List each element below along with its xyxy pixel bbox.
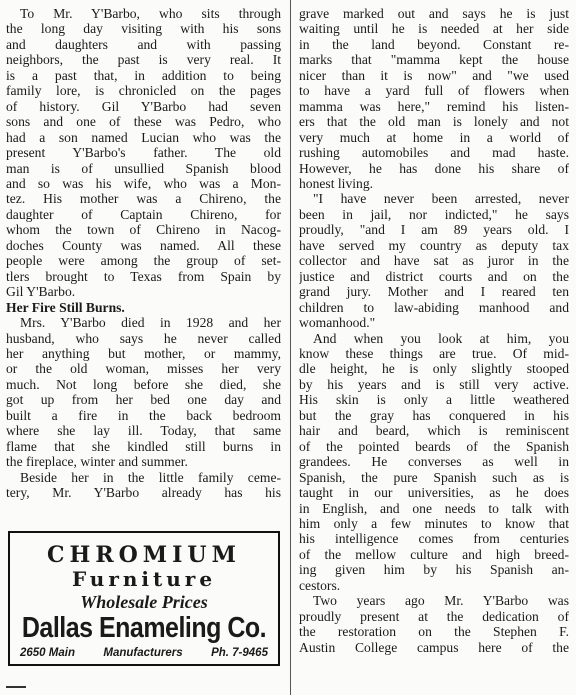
subheading: Her Fire Still Burns.	[6, 299, 125, 315]
text-line: is a past that, in addition to being	[6, 67, 281, 83]
text-line: sons and one of these was Pedro, who	[6, 114, 281, 130]
text-line: by his years and is still very active.	[299, 376, 569, 392]
text-line: in the land beyond. Constant re-	[299, 36, 569, 52]
text-line: Mrs. Y'Barbo died in 1928 and her	[20, 315, 281, 331]
text-line: proudly present at the dedication of	[299, 608, 569, 624]
text-line: built a fire in the back bedroom	[6, 407, 281, 423]
text-line: grand jury. Mother and I reared ten	[299, 284, 569, 300]
text-line: marks that "mamma kept the house	[299, 52, 569, 68]
right-column	[299, 6, 569, 655]
ad-contact	[10, 645, 278, 661]
ad-furniture: Furniture	[71, 567, 217, 591]
text-line: present Y'Barbo's father. The old	[6, 145, 281, 161]
text-line: nicer than it is now" and "we used	[299, 67, 569, 83]
ad-chromium: CHROMIUM	[47, 542, 241, 568]
text-line: or the old woman, misses her very	[6, 361, 281, 377]
right-paragraph-4	[299, 593, 569, 655]
text-line: got up from her bed one day and	[6, 392, 281, 408]
text-line: His skin is only a little weathered	[299, 392, 569, 408]
ad-phone: Ph. 7-9465	[211, 647, 268, 659]
text-line: ers that the old man is lonely and not	[299, 114, 569, 130]
left-paragraph-1	[6, 6, 281, 300]
text-line: grandees. He converses as well in	[299, 454, 569, 470]
advertisement	[8, 531, 280, 666]
text-line: honest living.	[299, 175, 374, 191]
text-line: And when you look at him, you	[313, 330, 569, 346]
text-line: whom the town of Chireno in Nacog-	[6, 222, 281, 238]
text-line: had a son named Lucian who was the	[6, 129, 281, 145]
text-line: to have a yard full of flowers when	[299, 83, 569, 99]
ad-address: 2650 Main	[20, 647, 75, 659]
ad-company: Dallas Enameling Co.	[21, 611, 267, 645]
text-line: waiting until he is needed at her side	[299, 21, 569, 37]
right-paragraph-3	[299, 331, 569, 594]
text-line: her anything but mother, or mammy,	[6, 345, 281, 361]
left-paragraph-3	[6, 470, 281, 501]
text-line: his intelligence comes from centuries	[299, 531, 569, 547]
text-line: "I have never been arrested, never	[313, 191, 569, 207]
text-line: Two years ago Mr. Y'Barbo was	[313, 593, 569, 609]
text-line: of the pointed beards of the Spanish	[299, 438, 569, 454]
text-line: To Mr. Y'Barbo, who sits through	[20, 6, 281, 21]
text-line: very much at home in a world of	[299, 129, 569, 145]
text-line: taught in our universities, as he does	[299, 485, 569, 501]
text-line: man is of unsullied Spanish blood	[6, 160, 281, 176]
text-line: daughter of Captain Chireno, for	[6, 206, 281, 222]
text-line: flame that she kindled still burns in	[6, 438, 281, 454]
text-line: Gil Y'Barbo.	[6, 284, 76, 300]
text-line: dle height, he is only slightly stooped	[299, 361, 569, 377]
text-line: proudly, "and I am 89 years old. I	[299, 222, 569, 238]
column-divider	[290, 0, 291, 695]
text-line: tez. His mother was a Chireno, the	[6, 191, 281, 207]
text-line: womanhood."	[299, 315, 376, 331]
text-line: However, he has done his share of	[299, 160, 569, 176]
text-line: doches County was named. All these	[6, 237, 281, 253]
left-column	[6, 6, 281, 501]
text-line: people were among the group of set-	[6, 253, 281, 269]
right-paragraph-1	[299, 6, 569, 191]
text-line: Spanish, the pure Spanish such as is	[299, 469, 569, 485]
right-paragraph-2	[299, 191, 569, 330]
left-paragraph-2	[6, 315, 281, 470]
text-line: have served my country as deputy tax	[299, 237, 569, 253]
text-line: cestors.	[299, 577, 341, 593]
text-line: tlers brought to Texas from Spain by	[6, 268, 281, 284]
ad-wholesale: Wholesale Prices	[80, 592, 208, 612]
text-line: Austin College campus here of the	[299, 639, 569, 655]
text-line: mamma was here," remind his listen-	[299, 98, 569, 114]
text-line: ing given him by his Spanish an-	[299, 562, 569, 578]
text-line: children to law-abiding manhood and	[299, 299, 569, 315]
text-line: the restoration on the Stephen F.	[299, 624, 569, 640]
text-line: the fireplace, winter and summer.	[6, 454, 188, 470]
bottom-rule	[6, 686, 26, 688]
text-line: and so was his wife, who was a Mon-	[6, 175, 281, 191]
text-line: tery, Mr. Y'Barbo already has his	[6, 485, 281, 501]
ad-manufacturers: Manufacturers	[103, 647, 183, 659]
text-line: neighbors, the past is very real. It	[6, 52, 281, 68]
text-line: of history. Gil Y'Barbo had seven	[6, 98, 281, 114]
text-line: but the gray has conquered in his	[299, 407, 569, 423]
text-line: the long day visiting with his sons	[6, 21, 281, 37]
text-line: know these things are true. Of mid-	[299, 345, 569, 361]
text-line: justice and district courts and on the	[299, 268, 569, 284]
text-line: husband, who says he never called	[6, 330, 281, 346]
text-line: family lore, is chronicled on the pages	[6, 83, 281, 99]
text-line: and daughters and with passing	[6, 36, 281, 52]
text-line: been in jail, nor indicted," he says	[299, 206, 569, 222]
text-line: him only a few minutes to know that	[299, 515, 569, 531]
text-line: of the mellow culture and high breed-	[299, 546, 569, 562]
text-line: collector and have sat as juror in the	[299, 253, 569, 269]
text-line: grave marked out and says he is just	[299, 6, 569, 21]
text-line: hair and beard, which is reminiscent	[299, 423, 569, 439]
text-line: rushing automobiles and mad haste.	[299, 145, 569, 161]
text-line: in English, and one needs to talk with	[299, 500, 569, 516]
text-line: Beside her in the little family ceme-	[20, 469, 281, 485]
text-line: where she lay ill. Today, that same	[6, 423, 281, 439]
text-line: much. Not long before she died, she	[6, 376, 281, 392]
